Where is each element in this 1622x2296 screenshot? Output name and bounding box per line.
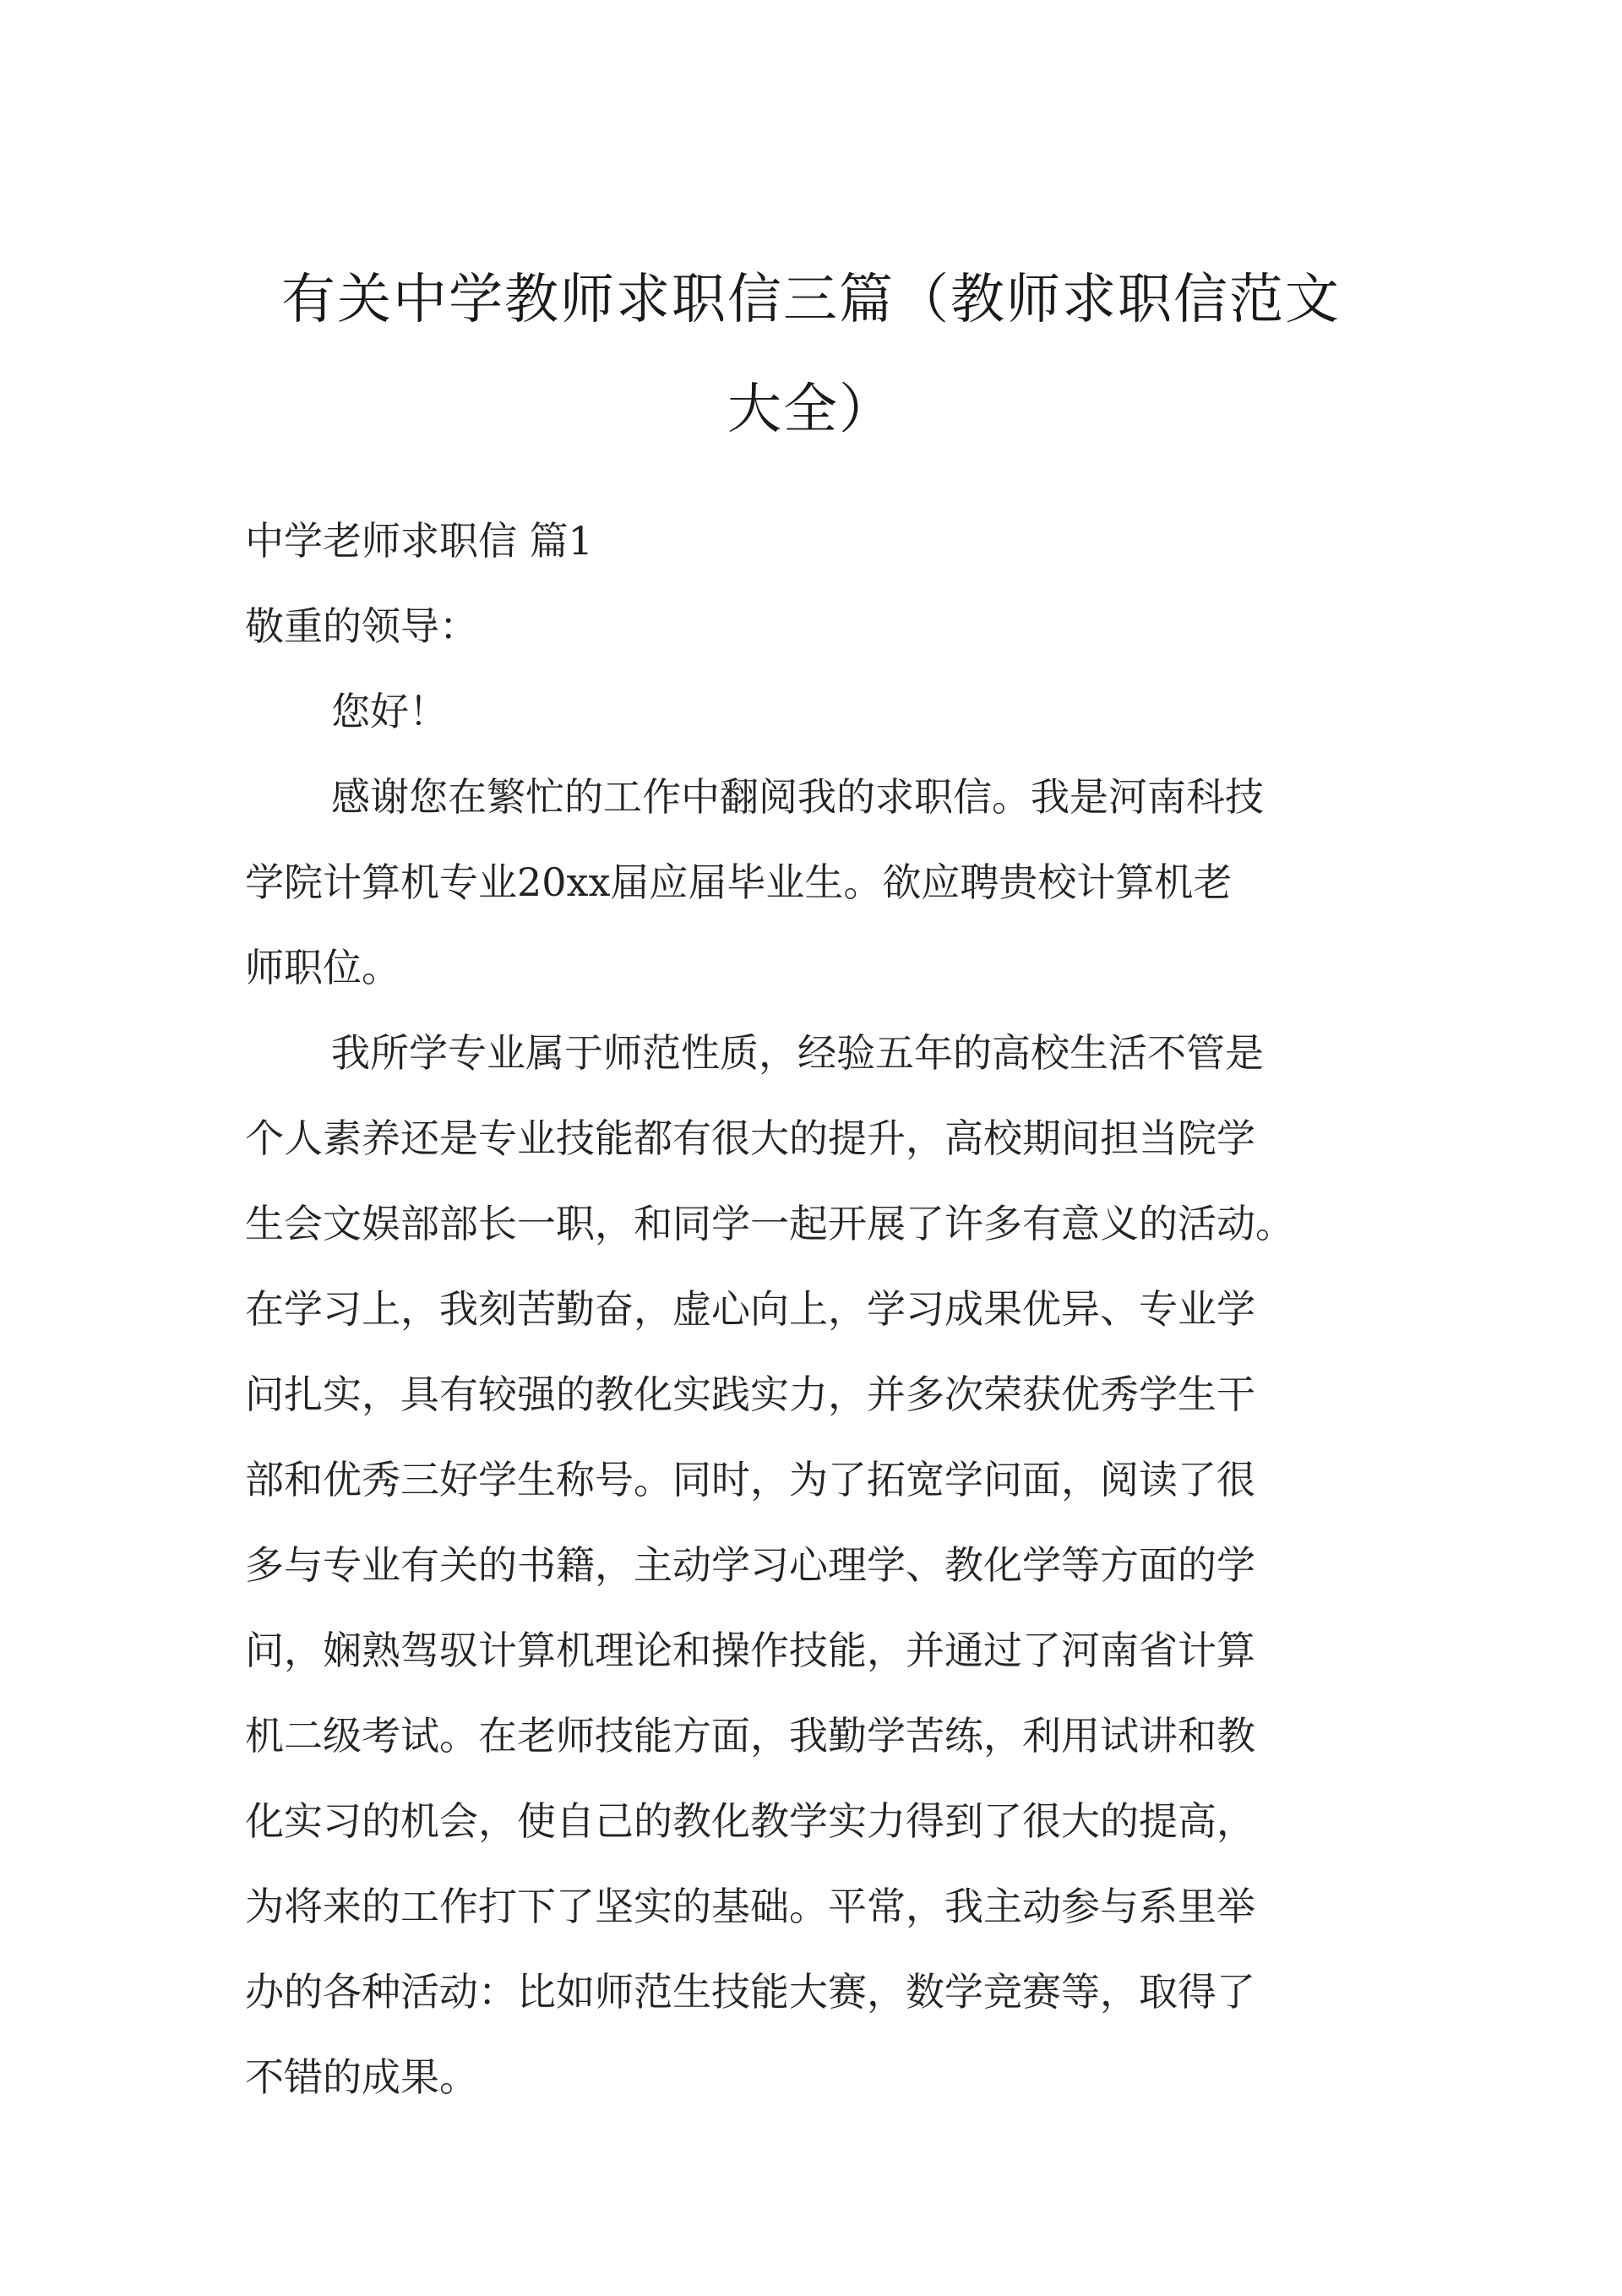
paragraph-2-line: 办的各种活动：比如师范生技能大赛，数学竞赛等，取得了 (245, 1969, 1255, 2015)
paragraph-2-line: 部和优秀三好学生称号。同时，为了拓宽学问面，阅读了很 (245, 1457, 1255, 1502)
paragraph-2-line: 在学习上，我刻苦勤奋，虚心向上，学习成果优异、专业学 (245, 1286, 1255, 1332)
paragraph-2-line: 问，娴熟驾驭计算机理论和操作技能，并通过了河南省计算 (245, 1628, 1255, 1673)
paragraph-2-line: 我所学专业属于师范性质，经验五年的高校生活不管是 (331, 1030, 1264, 1076)
paragraph-1-line: 感谢您在繁忙的工作中翻阅我的求职信。我是河南科技 (331, 774, 1264, 820)
title-line-1: 有关中学教师求职信三篇（教师求职信范文 (281, 269, 1341, 331)
paragraph-1-line: 师职位。 (245, 945, 400, 990)
paragraph-1-line: 学院计算机专业20xx届应届毕业生。欲应聘贵校计算机老 (245, 859, 1233, 905)
salutation: 敬重的领导： (245, 603, 478, 649)
title-line-2: 大全） (727, 379, 895, 441)
section-heading: 中学老师求职信 篇1 (245, 518, 593, 564)
paragraph-2-line: 化实习的机会，使自己的教化教学实力得到了很大的提高， (245, 1798, 1255, 1844)
paragraph-2-line: 生会文娱部部长一职，和同学一起开展了许多有意义的活动。 (245, 1201, 1294, 1246)
document-body (245, 499, 1377, 2120)
paragraph-2-line: 问扎实，具有较强的教化实践实力，并多次荣获优秀学生干 (245, 1372, 1255, 1417)
document-title (245, 245, 1377, 465)
paragraph-2-line: 机二级考试。在老师技能方面，我勤学苦练，利用试讲和教 (245, 1713, 1255, 1759)
paragraph-2-line: 为将来的工作打下了坚实的基础。平常，我主动参与系里举 (245, 1884, 1255, 1929)
paragraph-2-line: 个人素养还是专业技能都有很大的提升，高校期间担当院学 (245, 1115, 1255, 1161)
greeting: 您好！ (331, 689, 448, 734)
paragraph-2-line: 不错的成果。 (245, 2054, 478, 2100)
paragraph-2-line: 多与专业有关的书籍，主动学习心理学、教化学等方面的学 (245, 1542, 1255, 1588)
